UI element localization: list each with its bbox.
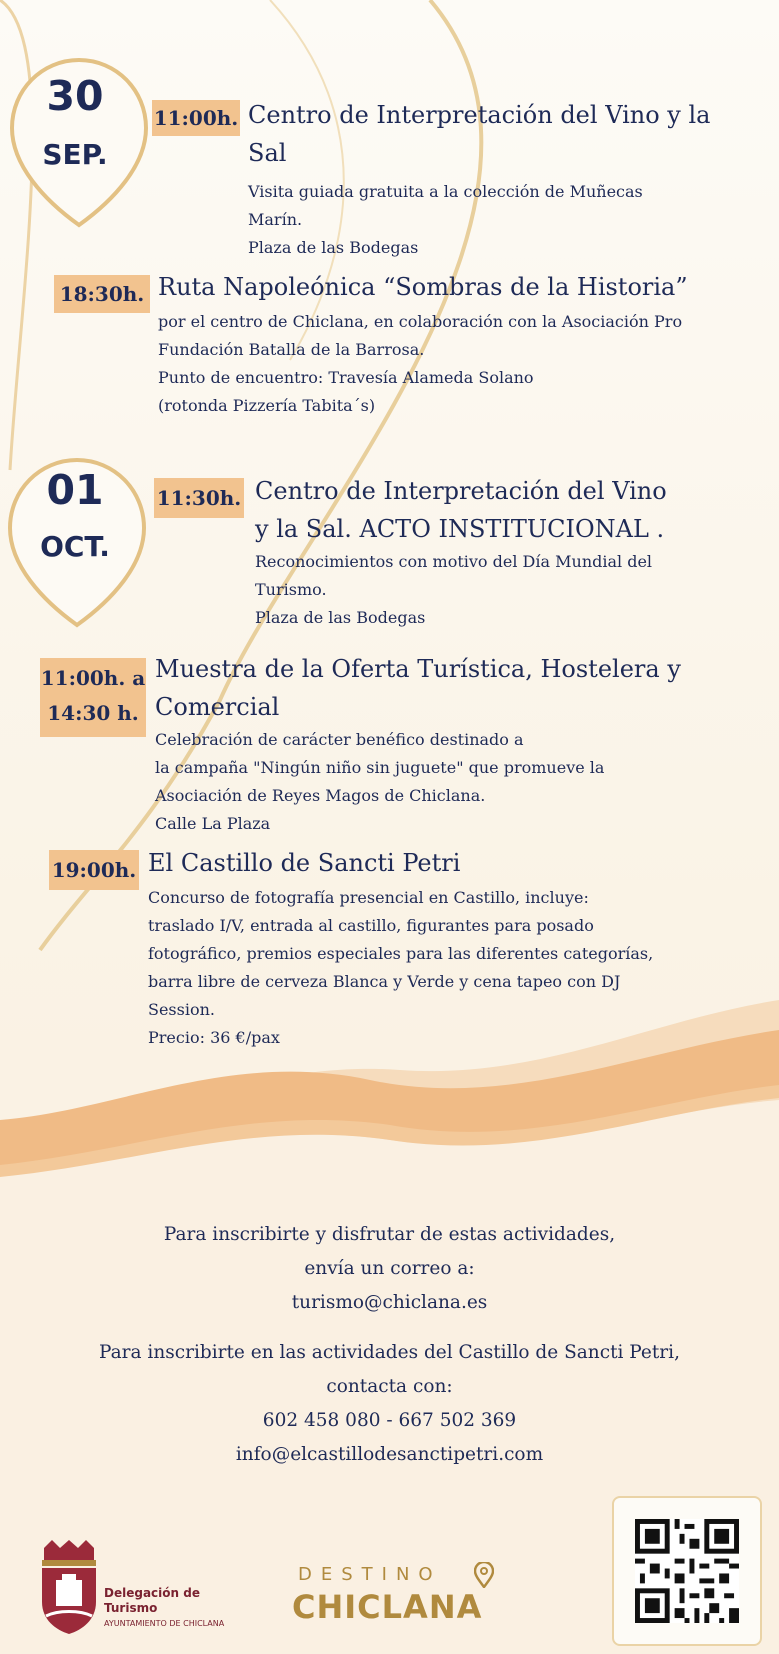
date-day: 01 [46, 466, 104, 514]
date-pin-day1 [4, 50, 154, 235]
map-pin-icon [474, 1562, 494, 1588]
event-description: Visita guiada gratuita a la colección de Muñecas Marín. Plaza de las Bodegas [248, 182, 643, 257]
event-title: Muestra de la Oferta Turística, Hostelera y Comercial [155, 655, 681, 721]
event-description: por el centro de Chiclana, en colaboración con la Asociación Pro Fundación Batalla de la Barrosa. Punto de encuentro: Travesía Alameda Solano (rotonda Pizzería Tabita´s) [158, 312, 683, 415]
delegacion-line2: Turismo [104, 1601, 158, 1615]
chiclana-crest-icon [38, 1540, 100, 1634]
qr-code-frame [612, 1496, 762, 1646]
event-title: Centro de Interpretación del Vino y la Sal. ACTO INSTITUCIONAL . [255, 477, 667, 543]
date-pin-day2 [2, 450, 152, 635]
date-day: 30 [46, 72, 104, 120]
event-title: Ruta Napoleónica “Sombras de la Historia” [158, 273, 688, 301]
time-badge: 19:00h. [49, 850, 139, 890]
time-badge: 11:00h. a 14:30 h. [40, 658, 146, 737]
castle-contact-info: Para inscribirte en las actividades del Castillo de Sancti Petri, contacta con: 602 458 080 - 667 502 369 info@elcastillodesanctipetri.com [99, 1342, 680, 1465]
event-description: Reconocimientos con motivo del Día Mundial del Turismo. Plaza de las Bodegas [255, 552, 653, 627]
registration-info: Para inscribirte y disfrutar de estas actividades, envía un correo a: turismo@chiclana.es [163, 1224, 616, 1313]
date-month: SEP. [42, 138, 108, 171]
event-title: El Castillo de Sancti Petri [148, 849, 461, 877]
time-badge: 18:30h. [54, 275, 150, 313]
date-month: OCT. [40, 530, 110, 563]
destino-chiclana-logo [290, 1558, 500, 1638]
time-badge: 11:00h. [152, 100, 240, 136]
delegacion-line1: Delegación de [104, 1586, 200, 1600]
event-description: Celebración de carácter benéfico destinado a la campaña "Ningún niño sin juguete" que promueve la Asociación de Reyes Magos de Chiclana. Calle La Plaza [155, 730, 605, 833]
event-description: Concurso de fotografía presencial en Castillo, incluye: traslado I/V, entrada al castillo, figurantes para posado fotográfico, premios especiales para las diferentes categorías, barra libre de cerveza Blanca y Verde y cena tapeo con DJ Session. Precio: 36 €/pax [148, 888, 654, 1047]
time-badge: 11:30h. [154, 478, 244, 518]
delegacion-turismo-logo [38, 1540, 268, 1640]
qr-code-icon[interactable] [635, 1519, 739, 1623]
chiclana-label: CHICLANA [292, 1588, 483, 1626]
destino-label: DESTINO [298, 1564, 442, 1585]
event-title: Centro de Interpretación del Vino y la Sal [248, 101, 711, 167]
ayuntamiento-label: AYUNTAMIENTO DE CHICLANA [104, 1619, 225, 1628]
